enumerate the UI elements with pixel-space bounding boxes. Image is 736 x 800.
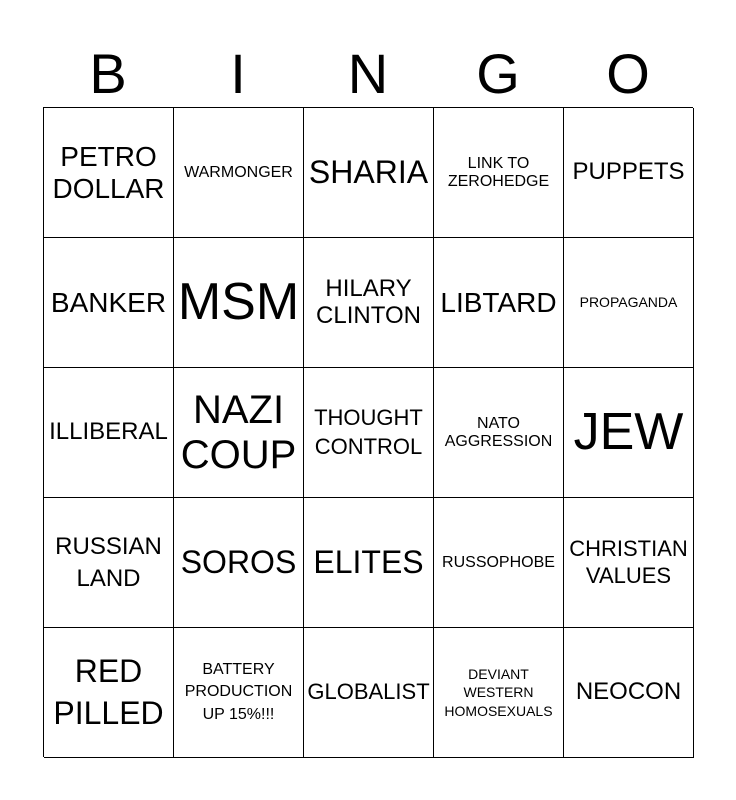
- bingo-cell[interactable]: [174, 368, 304, 498]
- bingo-cell-label: LINK TO ZEROHEDGE: [447, 154, 550, 190]
- bingo-card-grid: [43, 107, 693, 757]
- bingo-cell-label: THOUGHT CONTROL: [314, 404, 423, 459]
- bingo-cell[interactable]: [44, 628, 174, 758]
- bingo-cell-label: DEVIANT WESTERN HOMOSEXUALS: [444, 666, 553, 719]
- bingo-cell-label: ELITES: [313, 543, 424, 580]
- bingo-cell[interactable]: [44, 368, 174, 498]
- header-letter-b: B: [89, 42, 127, 105]
- bingo-cell[interactable]: [434, 498, 564, 628]
- bingo-cell-label: ILLIBERAL: [49, 418, 168, 446]
- bingo-cell-label: NATO AGGRESSION: [444, 414, 553, 450]
- bingo-cell-label: GLOBALIST: [307, 679, 430, 705]
- bingo-cell[interactable]: [304, 628, 434, 758]
- bingo-cell-label: SHARIA: [308, 153, 429, 190]
- bingo-cell[interactable]: [304, 368, 434, 498]
- bingo-cell[interactable]: [434, 238, 564, 368]
- bingo-cell[interactable]: [434, 628, 564, 758]
- header-letter-o: O: [606, 42, 650, 105]
- bingo-cell[interactable]: [304, 498, 434, 628]
- bingo-cell-label: WARMONGER: [184, 163, 293, 181]
- bingo-cell[interactable]: [564, 108, 694, 238]
- bingo-cell[interactable]: [174, 108, 304, 238]
- bingo-cell[interactable]: [304, 108, 434, 238]
- bingo-header: [43, 40, 693, 108]
- bingo-cell-label: PUPPETS: [572, 158, 685, 186]
- bingo-cell-label: NEOCON: [575, 678, 682, 706]
- bingo-cell-label: CHRISTIAN VALUES: [569, 536, 688, 588]
- header-letter-g: G: [476, 42, 520, 105]
- bingo-cell-label: SOROS: [180, 543, 297, 580]
- bingo-cell[interactable]: [44, 108, 174, 238]
- bingo-cell-label: BATTERY PRODUCTION UP 15%!!!: [184, 660, 293, 723]
- bingo-cell[interactable]: [44, 498, 174, 628]
- bingo-cell[interactable]: [44, 238, 174, 368]
- bingo-cell-label: RUSSOPHOBE: [442, 553, 555, 571]
- bingo-cell[interactable]: [434, 108, 564, 238]
- bingo-cell[interactable]: [564, 368, 694, 498]
- bingo-cell[interactable]: [564, 238, 694, 368]
- bingo-cell-label: BANKER: [50, 286, 167, 318]
- bingo-cell[interactable]: [174, 498, 304, 628]
- bingo-cell-label: NAZI COUP: [180, 387, 297, 477]
- header-letter-n: N: [347, 42, 389, 105]
- bingo-cell[interactable]: [304, 238, 434, 368]
- bingo-cell[interactable]: [564, 498, 694, 628]
- bingo-cell-label: RED PILLED: [53, 652, 164, 731]
- bingo-cell-label: RUSSIAN LAND: [55, 533, 162, 592]
- bingo-cell[interactable]: [564, 628, 694, 758]
- header-letter-i: I: [230, 42, 246, 105]
- bingo-cell-label: HILARY CLINTON: [316, 274, 421, 329]
- bingo-cell[interactable]: [174, 238, 304, 368]
- bingo-cell-label: JEW: [573, 403, 684, 462]
- bingo-cell-label: PROPAGANDA: [579, 293, 678, 310]
- bingo-cell-label: PETRO DOLLAR: [52, 141, 165, 204]
- bingo-cell-label: LIBTARD: [440, 286, 557, 318]
- bingo-cell[interactable]: [174, 628, 304, 758]
- bingo-cell[interactable]: [434, 368, 564, 498]
- bingo-cell-label: MSM: [177, 273, 300, 332]
